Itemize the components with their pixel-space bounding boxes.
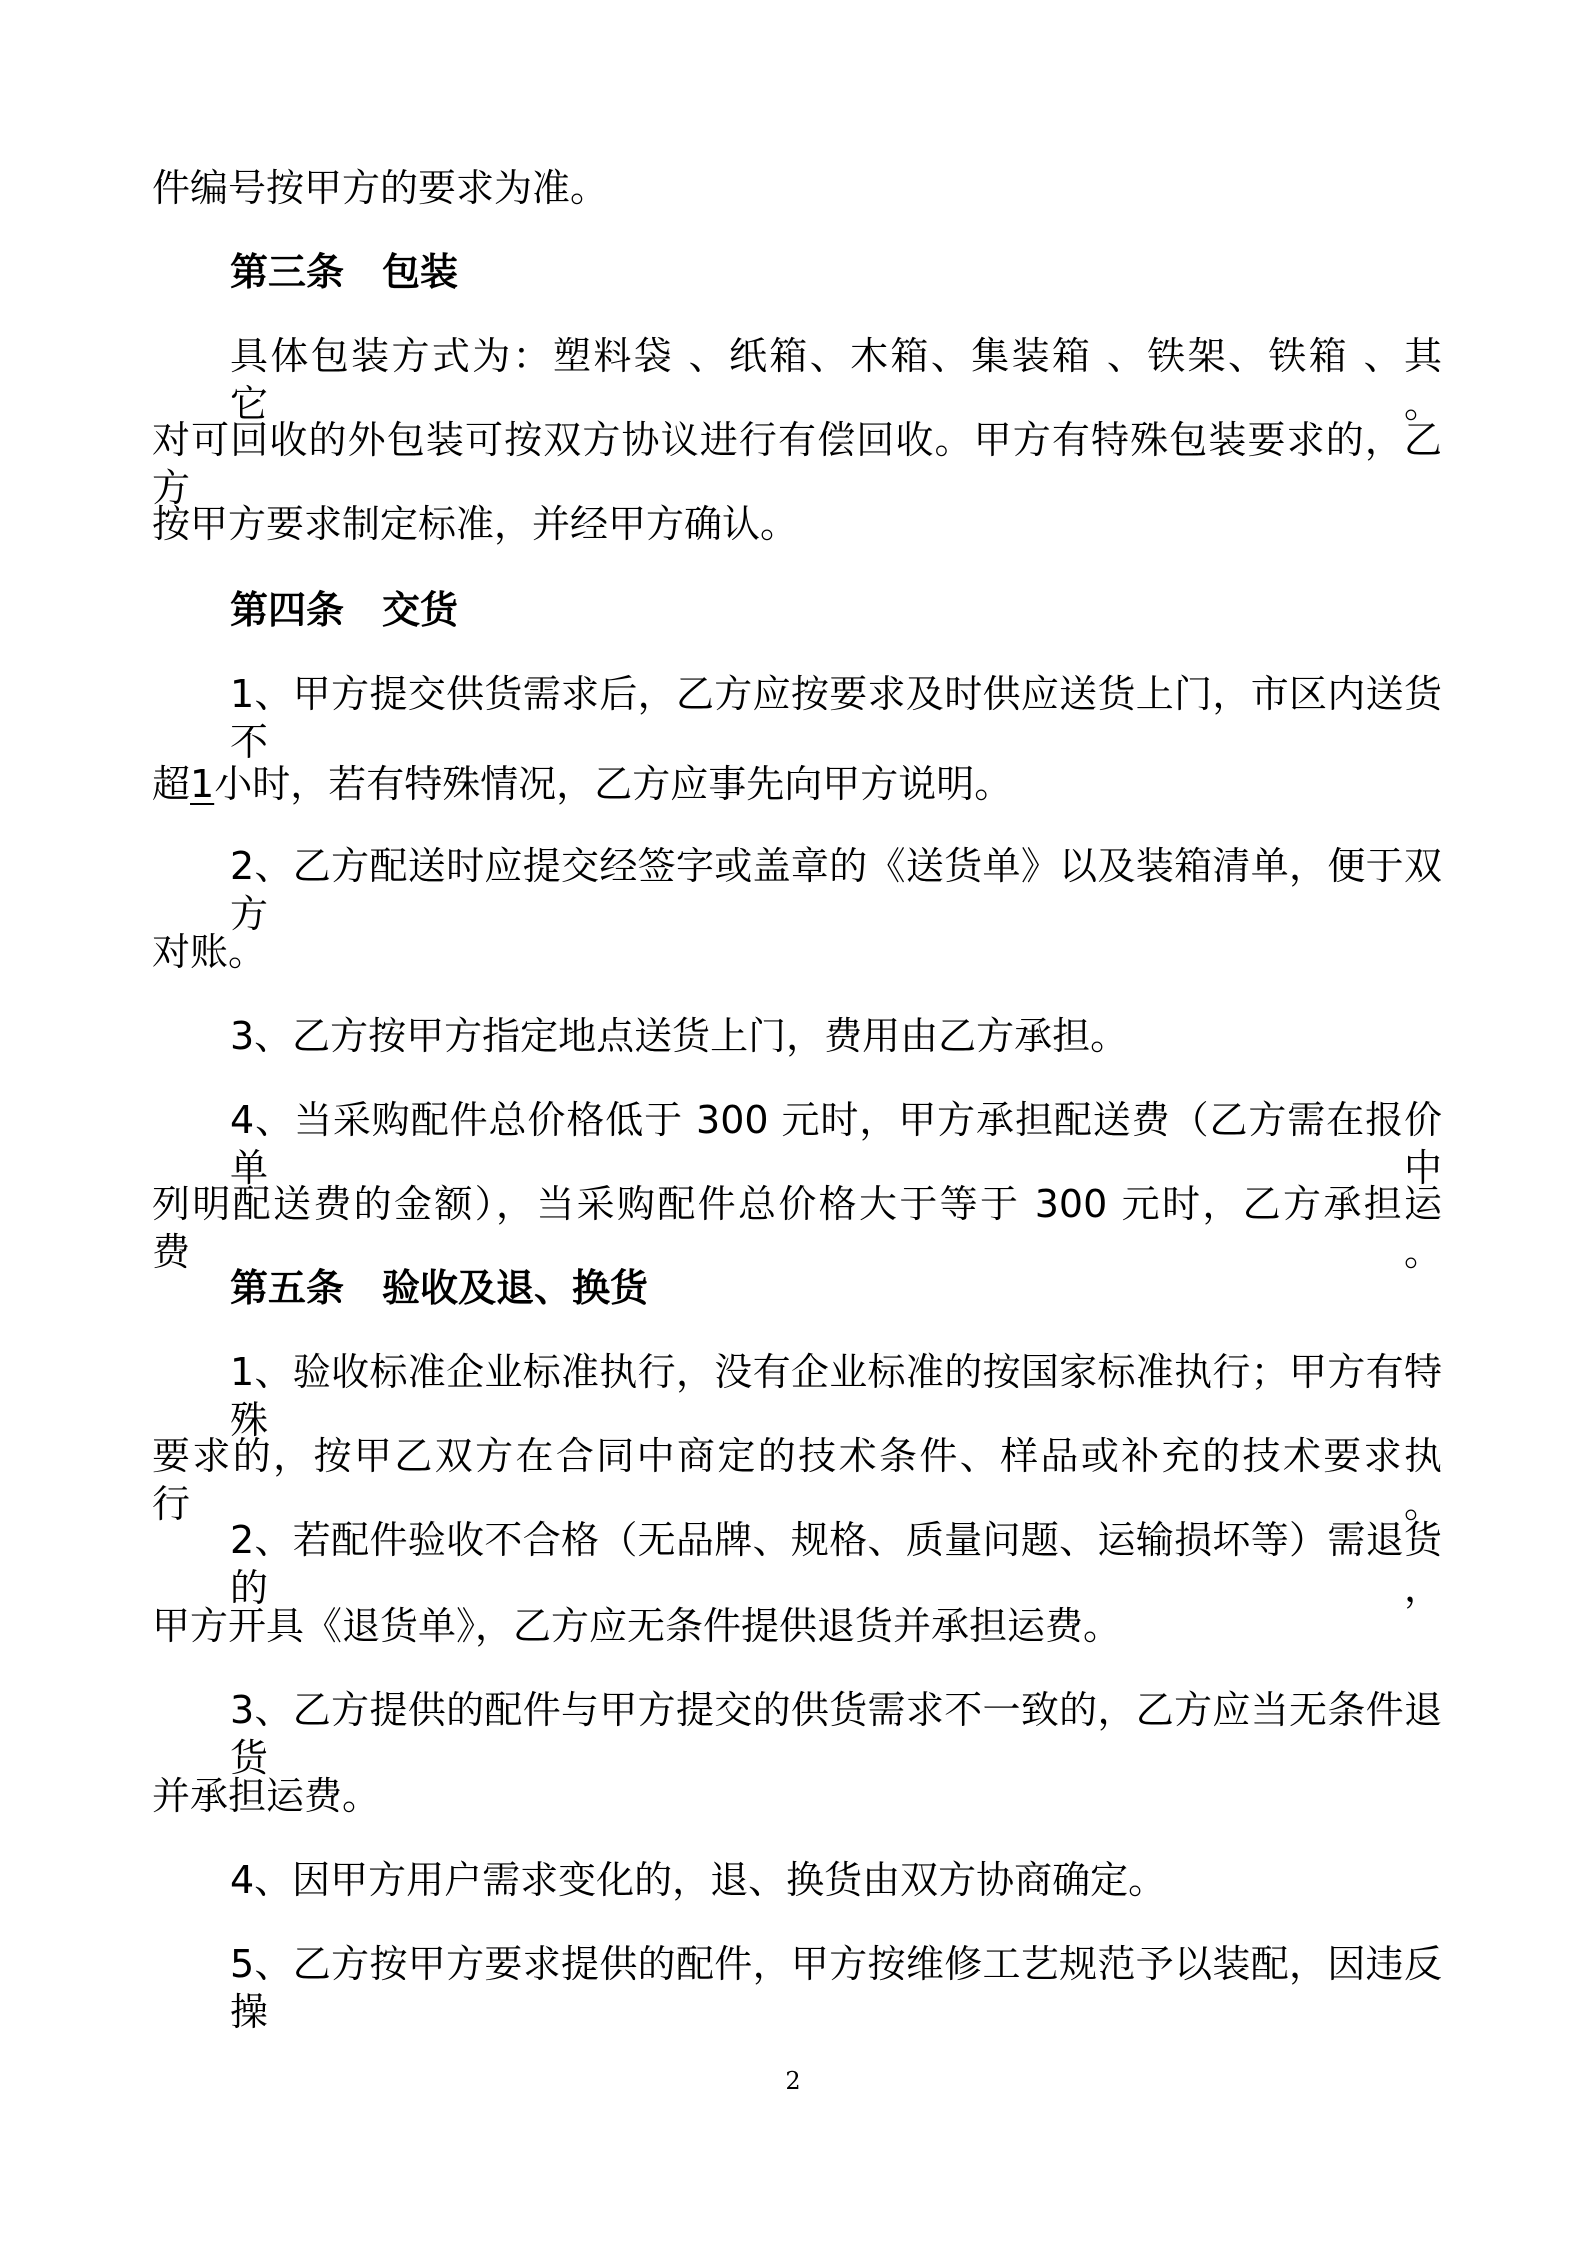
article-title: 交货: [382, 588, 459, 632]
text-line: 3、乙方按甲方指定地点送货上门，费用由乙方承担。: [230, 1014, 1129, 1058]
text-line: 件编号按甲方的要求为准。: [152, 166, 609, 210]
text-line: 按甲方要求制定标准，并经甲方确认。: [152, 502, 799, 546]
text-line: 具体包装方式为：塑料袋 、纸箱、木箱、集装箱 、铁架、铁箱 、其它。: [230, 334, 1442, 426]
text-line: 2、乙方配送时应提交经签字或盖章的《送货单》以及装箱清单，便于双方: [230, 844, 1442, 936]
text-line: 要求的，按甲乙双方在合同中商定的技术条件、样品或补充的技术要求执行。: [152, 1434, 1442, 1526]
text-line: 对账。: [152, 930, 267, 974]
text-line: 1、甲方提交供货需求后，乙方应按要求及时供应送货上门，市区内送货不: [230, 672, 1442, 764]
article-number: 第四条: [230, 588, 345, 632]
text-line: 5、乙方按甲方要求提供的配件，甲方按维修工艺规范予以装配，因违反操: [230, 1942, 1442, 2034]
text-fragment: 超: [152, 762, 191, 806]
text-line: 甲方开具《退货单》，乙方应无条件提供退货并承担运费。: [152, 1604, 1122, 1648]
article-title: 包装: [382, 250, 459, 294]
text-line: 4、当采购配件总价格低于 300 元时，甲方承担配送费（乙方需在报价单中: [230, 1098, 1442, 1190]
text-line: 2、若配件验收不合格（无品牌、规格、质量问题、运输损坏等）需退货的，: [230, 1518, 1442, 1610]
article-title: 验收及退、换货: [382, 1266, 649, 1310]
text-line: 列明配送费的金额），当采购配件总价格大于等于 300 元时，乙方承担运费。: [152, 1182, 1442, 1274]
article-number: 第五条: [230, 1266, 345, 1310]
text-line: 4、因甲方用户需求变化的，退、换货由双方协商确定。: [230, 1858, 1167, 1902]
page-number: 2: [785, 2067, 801, 2095]
text-line: 1、验收标准企业标准执行，没有企业标准的按国家标准执行；甲方有特殊: [230, 1350, 1442, 1442]
text-line: 对可回收的外包装可按双方协议进行有偿回收。甲方有特殊包装要求的，乙方: [152, 418, 1442, 510]
delivery-hours-fill-in: 1: [190, 762, 215, 806]
article-4-heading: [230, 586, 458, 634]
text-line: [152, 760, 1012, 808]
article-number: 第三条: [230, 250, 345, 294]
article-5-heading: [230, 1264, 648, 1312]
article-3-heading: [230, 248, 458, 296]
text-line: 3、乙方提供的配件与甲方提交的供货需求不一致的，乙方应当无条件退货: [230, 1688, 1442, 1780]
text-line: 并承担运费。: [152, 1774, 381, 1818]
text-fragment: 小时，若有特殊情况，乙方应事先向甲方说明。: [214, 762, 1013, 806]
